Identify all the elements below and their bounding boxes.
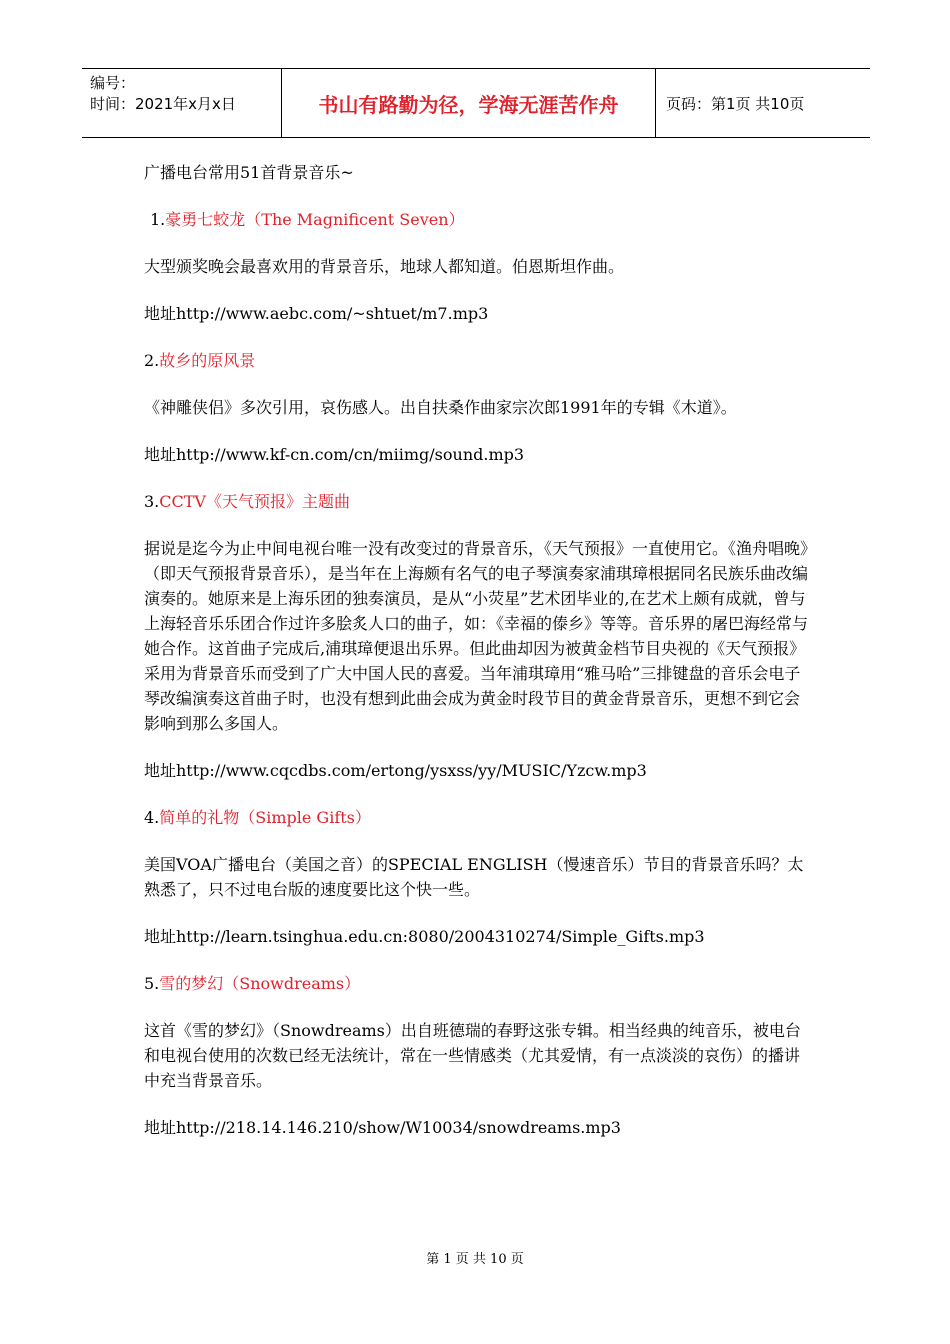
section-address-4: 地址http://learn.tsinghua.edu.cn:8080/2004310274/Simple_Gifts.mp3 <box>144 927 705 946</box>
number-label: 编号： <box>90 74 136 92</box>
section-heading-4 <box>144 805 812 830</box>
section-number: 5. <box>144 974 160 993</box>
section-title: 简单的礼物（Simple Gifts） <box>159 808 371 827</box>
section-description-5: 这首《雪的梦幻》（Snowdreams）出自班德瑞的春野这张专辑。相当经典的纯音乐，被电台和电视台使用的次数已经无法统计，常在一些情感类（尤其爱情，有一点淡淡的哀伤）的播讲中充当背景音乐。 <box>144 1021 801 1090</box>
time-label: 时间：2021年x月x日 <box>90 95 236 113</box>
section-heading-2 <box>144 348 812 373</box>
section-number: 2. <box>144 351 160 370</box>
section-number: 3. <box>144 492 160 511</box>
section-description-2: 《神雕侠侣》多次引用，哀伤感人。出自扶桑作曲家宗次郎1991年的专辑《木道》。 <box>144 398 737 417</box>
section-address-2: 地址http://www.kf-cn.com/cn/miimg/sound.mp3 <box>144 445 525 464</box>
header-meta <box>82 69 282 137</box>
header-table <box>82 68 870 138</box>
section-title: 豪勇七蛟龙（The Magnificent Seven） <box>165 210 465 229</box>
section-description-3: 据说是迄今为止中间电视台唯一没有改变过的背景音乐，《天气预报》一直使用它。《渔舟唱晚》（即天气预报背景音乐），是当年在上海颇有名气的电子琴演奏家浦琪璋根据同名民族乐曲改编演奏的。她原来是上海乐团的独奏演员，是从“小荧星”艺术团毕业的,在艺术上颇有成就，曾与上海轻音乐乐团合作过许多脍炙人口的曲子，如：《幸福的傣乡》等等。音乐界的屠巴海经常与她合作。这首曲子完成后,浦琪璋便退出乐界。但此曲却因为被黄金档节目央视的《天气预报》采用为背景音乐而受到了广大中国人民的喜爱。当年浦琪璋用“雅马哈”三排键盘的音乐会电子琴改编演奏这首曲子时，也没有想到此曲会成为黄金时段节目的黄金背景音乐，更想不到它会影响到那么多国人。 <box>144 539 809 733</box>
section-address-3: 地址http://www.cqcdbs.com/ertong/ysxss/yy/MUSIC/Yzcw.mp3 <box>144 761 647 780</box>
document-title: 广播电台常用51首背景音乐~ <box>144 163 354 182</box>
section-number: 1. <box>150 210 166 229</box>
section-description-1: 大型颁奖晚会最喜欢用的背景音乐，地球人都知道。伯恩斯坦作曲。 <box>144 257 625 276</box>
header-motto: 书山有路勤为径，学海无涯苦作舟 <box>282 69 656 137</box>
section-heading-1 <box>144 207 812 232</box>
section-heading-5 <box>144 971 812 996</box>
section-heading-3 <box>144 489 812 514</box>
header-page-info: 页码：第1页 共10页 <box>666 94 805 113</box>
section-title: 故乡的原风景 <box>159 351 256 370</box>
section-address-5: 地址http://218.14.146.210/show/W10034/snowdreams.mp3 <box>144 1118 621 1137</box>
section-number: 4. <box>144 808 160 827</box>
section-description-4: 美国VOA广播电台（美国之音）的SPECIAL ENGLISH（慢速音乐）节目的背景音乐吗？太熟悉了，只不过电台版的速度要比这个快一些。 <box>144 855 804 899</box>
page-footer: 第 1 页 共 10 页 <box>426 1252 524 1267</box>
document-body <box>144 160 812 1162</box>
section-title: CCTV《天气预报》主题曲 <box>159 492 350 511</box>
section-address-1: 地址http://www.aebc.com/~shtuet/m7.mp3 <box>144 304 489 323</box>
section-title: 雪的梦幻（Snowdreams） <box>159 974 361 993</box>
